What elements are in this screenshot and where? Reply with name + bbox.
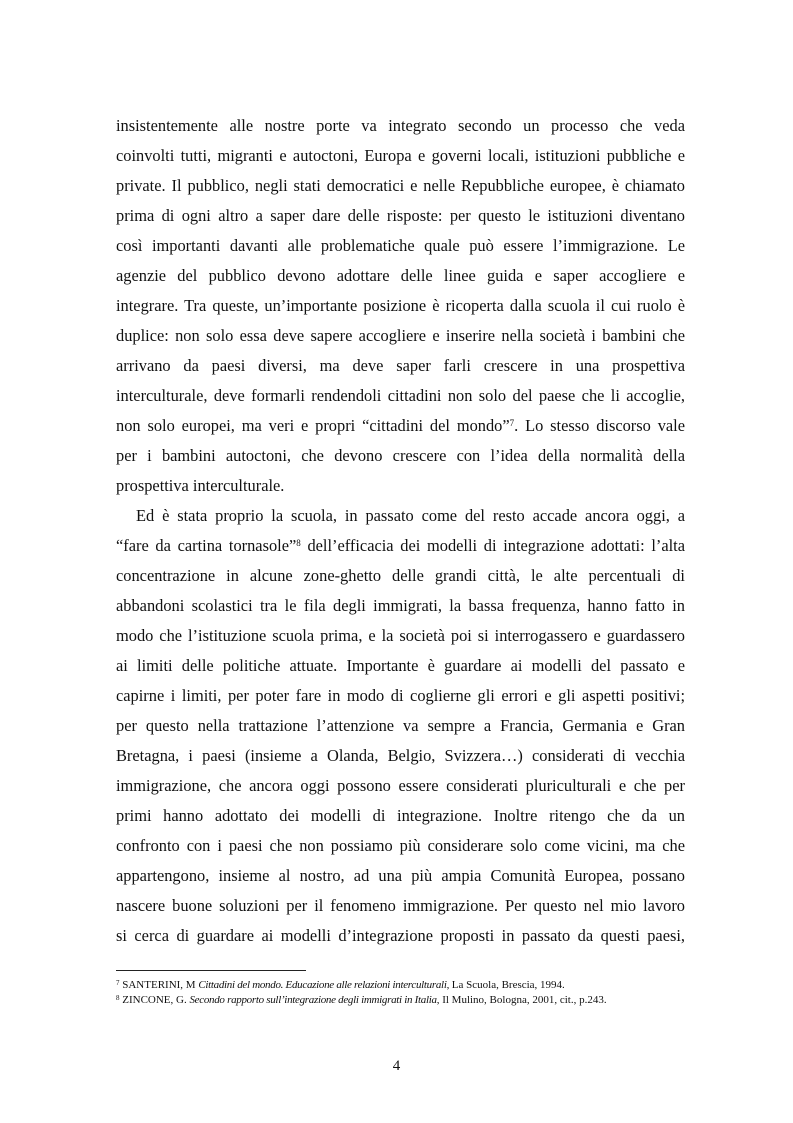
text-line-with-footnote-ref	[116, 536, 685, 556]
text-line: così importanti davanti alle problematiche quale può essere l’immigrazione. Le	[116, 236, 685, 255]
page-number: 4	[392, 1058, 401, 1074]
text-line-segment: . Lo stesso discorso vale	[514, 416, 685, 435]
text-line: interculturale, deve formarli rendendoli cittadini non solo del paese che li accoglie,	[116, 386, 685, 405]
text-line: confronto con i paesi che non possiamo più considerare solo come vicini, ma che	[116, 836, 685, 855]
text-line: concentrazione in alcune zone-ghetto delle grandi città, le alte percentuali di	[116, 566, 685, 585]
footnote-7	[116, 978, 696, 992]
footnote-publisher: La Scuola, Brescia, 1994.	[449, 979, 565, 991]
text-line: immigrazione, che ancora oggi possono essere considerati pluriculturali e che per	[116, 776, 685, 795]
text-line: per i bambini autoctoni, che devono crescere con l’idea della normalità della	[116, 446, 685, 465]
text-line: Bretagna, i paesi (insieme a Olanda, Belgio, Svizzera…) considerati di vecchia	[116, 746, 685, 765]
text-line: prima di ogni altro a saper dare delle risposte: per questo le istituzioni diventano	[116, 206, 685, 225]
text-line: coinvolti tutti, migranti e autoctoni, Europa e governi locali, istituzioni pubbliche e	[116, 146, 685, 165]
text-line: prospettiva interculturale.	[116, 476, 285, 495]
text-line: insistentemente alle nostre porte va integrato secondo un processo che veda	[116, 116, 685, 135]
text-line: duplice: non solo essa deve sapere accogliere e inserire nella società i bambini che	[116, 326, 685, 345]
text-line: primi hanno adottato dei modelli di integrazione. Inoltre ritengo che da un	[116, 806, 685, 825]
text-line: integrare. Tra queste, un’importante posizione è ricoperta dalla scuola il cui ruolo è	[116, 296, 685, 315]
text-line-with-footnote-ref	[116, 416, 685, 436]
text-line: si cerca di guardare ai modelli d’integrazione proposti in passato da questi paesi,	[116, 926, 685, 945]
text-line-segment: dell’efficacia dei modelli di integrazione adottati: l’alta	[300, 536, 685, 555]
text-line-segment: “fare da cartina tornasole”	[116, 536, 297, 555]
footnote-title: Secondo rapporto sull’integrazione degli immigrati in Italia	[189, 994, 437, 1006]
text-line: capirne i limiti, per poter fare in modo di coglierne gli errori e gli aspetti positivi;	[116, 686, 685, 705]
text-line: appartengono, insieme al nostro, ad una più ampia Comunità Europea, possano	[116, 866, 685, 885]
text-line: Ed è stata proprio la scuola, in passato come del resto accade ancora oggi, a	[136, 506, 685, 525]
footnote-author: SANTERINI, M	[119, 979, 199, 991]
text-line-segment: non solo europei, ma veri e propri “cittadini del mondo”	[116, 416, 510, 435]
footnote-ref-8: 8	[296, 538, 301, 548]
footnote-separator	[116, 970, 306, 971]
footnote-author: ZINCONE, G.	[119, 994, 190, 1006]
text-line: nascere buone soluzioni per il fenomeno immigrazione. Per questo nel mio lavoro	[116, 896, 685, 915]
footnote-publisher: , Il Mulino, Bologna, 2001, cit., p.243.	[436, 994, 607, 1006]
text-line: agenzie del pubblico devono adottare delle linee guida e saper accogliere e	[116, 266, 685, 285]
text-line: per questo nella trattazione l’attenzione va sempre a Francia, Germania e Gran	[116, 716, 685, 735]
text-line: ai limiti delle politiche attuate. Importante è guardare ai modelli del passato e	[116, 656, 685, 675]
footnote-number: 8	[116, 994, 120, 1002]
footnote-number: 7	[116, 979, 120, 987]
text-line: private. Il pubblico, negli stati democratici e nelle Repubbliche europee, è chiamato	[116, 176, 685, 195]
text-line: modo che l’istituzione scuola prima, e la società poi si interrogassero e guardassero	[116, 626, 685, 645]
text-line: arrivano da paesi diversi, ma deve saper farli crescere in una prospettiva	[116, 356, 685, 375]
footnote-8	[116, 993, 696, 1007]
footnote-title: Cittadini del mondo. Educazione alle relazioni interculturali,	[198, 979, 450, 991]
footnote-ref-7: 7	[509, 418, 515, 428]
text-line: abbandoni scolastici tra le fila degli immigrati, la bassa frequenza, hanno fatto in	[116, 596, 685, 615]
